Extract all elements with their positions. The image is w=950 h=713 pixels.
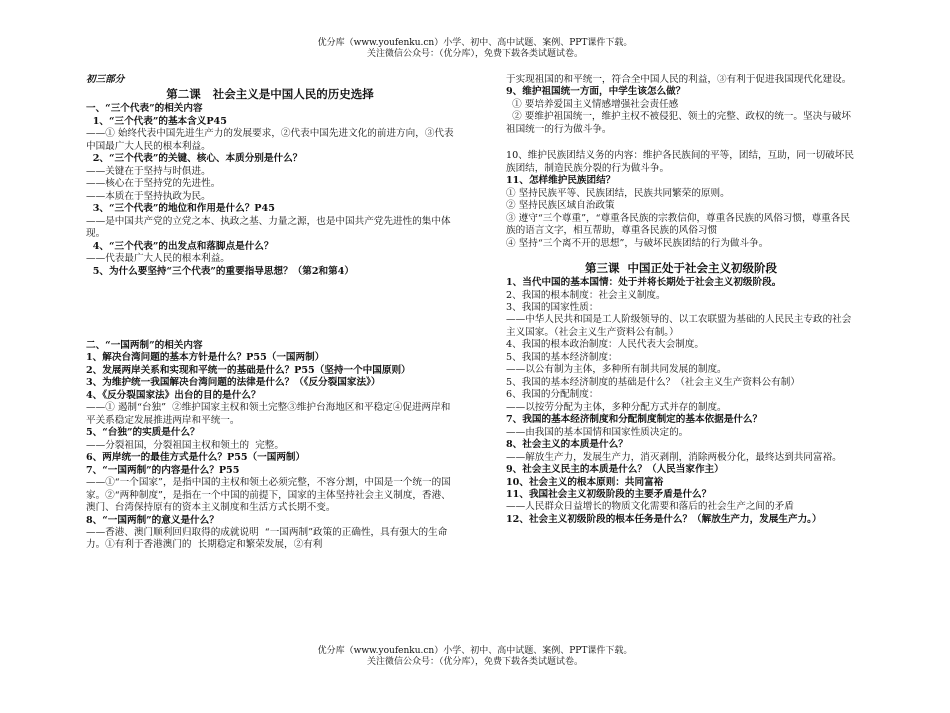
- l3-item-3: 3、我国的国家性质：: [506, 301, 599, 313]
- lesson-3-title: 第三课 中国正处于社会主义初级阶段: [584, 261, 777, 276]
- answer-3: ——是中国共产党的立党之本、执政之基、力量之源，也是中国共产党先进性的集中体现。: [86, 215, 451, 240]
- taiwan-a5: ——分裂祖国，分裂祖国主权和领土的 完整。: [86, 439, 284, 451]
- l3-item-10: 10、社会主义的根本原则：共同富裕: [506, 476, 664, 488]
- taiwan-a4: ——① 遏制“台独” ②维护国家主权和领土完整③维护台海地区和平稳定④促进两岸和平关系稳定发展推进两岸和平统一。: [86, 402, 451, 426]
- taiwan-q1: 1、解决台湾问题的基本方针是什么？P55（一国两制）: [86, 352, 325, 364]
- l3-item-5b: 5、我国的基本经济制度的基础是什么？（社会主义生产资料公有制）: [506, 376, 800, 388]
- question-10: 10、维护民族团结义务的内容：维护各民族间的平等，团结，互助，同一切破坏民族团结，制造民族分裂的行为做斗争。: [506, 150, 854, 174]
- l3-item-7: 7、我国的基本经济制度和分配制度制定的基本依据是什么？: [506, 414, 763, 426]
- lesson-2-title: 第二课 社会主义是中国人民的历史选择: [166, 87, 374, 102]
- l3-item-9: 9、社会主义民主的本质是什么？（人民当家作主）: [506, 464, 724, 476]
- l3-item-4: 4、我国的根本政治制度：人民代表大会制度。: [506, 339, 704, 351]
- question-9: 9、维护祖国统一方面，中学生该怎么做？: [506, 86, 686, 98]
- page-footer: [0, 646, 950, 669]
- question-5: 5、为什么要坚持“三个代表”的重要指导思想？（第2和第4）: [86, 265, 354, 277]
- l3-item-12: 12、社会主义初级阶段的根本任务是什么？（解放生产力，发展生产力。）: [506, 513, 822, 525]
- blank-space: [506, 250, 856, 260]
- taiwan-a8: ——香港、澳门顺利回归取得的成就说明 “一国两制”政策的正确性，具有强大的生命力。①有利于香港澳门的 长期稳定和繁荣发展，②有利: [86, 527, 448, 551]
- l3-item-8-answer: ——解放生产力，发展生产力，消灭剥削，消除两极分化，最终达到共同富裕。: [506, 451, 842, 463]
- answer-11-4: ④ 坚持“三个离不开的思想”，与破坏民族团结的行为做斗争。: [506, 237, 769, 249]
- l3-item-8: 8、社会主义的本质是什么？: [506, 439, 628, 451]
- question-3: 3、“三个代表”的地位和作用是什么？P45: [86, 203, 275, 215]
- taiwan-q2: 2、发展两岸关系和实现和平统一的基础是什么？P55（坚持一个中国原则）: [86, 364, 411, 376]
- footer-line-1: 优分库（www.youfenku.cn）小学、初中、高中试题、案例、PPT课件下载。: [317, 646, 633, 656]
- l3-item-2: 2、我国的根本制度：社会主义制度。: [506, 289, 666, 301]
- question-1: 1、“三个代表”的基本含义P45: [86, 115, 227, 127]
- taiwan-q7: 7、“一国两制”的内容是什么？P55: [86, 464, 240, 476]
- blank-space: [86, 278, 454, 340]
- l3-item-11: 11、我国社会主义初级阶段的主要矛盾是什么？: [506, 489, 712, 500]
- taiwan-a7: ——①“一个国家”，是指中国的主权和领土必须完整，不容分割，中国是一个统一的国家。②“两种制度”，是指在一个中国的前提下，国家的主体坚持社会主义制度，香港、澳门、台湾保持原有的资本主义制度和生活方式长期不变。: [86, 477, 451, 514]
- l3-item-6-answer: ——以按劳分配为主体，多种分配方式并存的制度。: [506, 401, 727, 413]
- l3-item-1: 1、当代中国的基本国情：处于并将长期处于社会主义初级阶段。: [506, 277, 782, 289]
- question-11: 11、怎样维护民族团结？: [506, 175, 616, 187]
- answer-11-2: ② 坚持民族区域自治政策: [506, 200, 615, 212]
- blank-space: [506, 136, 856, 150]
- answer-2-essence: ——本质在于坚持执政为民。: [86, 190, 211, 202]
- l3-item-11-answer: ——人民群众日益增长的物质文化需要和落后的社会生产之间的矛盾: [506, 501, 794, 513]
- section-1-heading: 一、“三个代表”的相关内容: [86, 103, 203, 115]
- answer-1: ——① 始终代表中国先进生产力的发展要求，②代表中国先进文化的前进方向，③代表中国最广大人民的根本利益。: [86, 128, 454, 152]
- l3-item-6: 6、我国的分配制度：: [506, 389, 599, 401]
- page-header: [0, 38, 950, 61]
- answer-9-2: ② 要维护祖国统一，维护主权不被侵犯、领土的完整、政权的统一。坚决与破坏祖国统一的行为做斗争。: [506, 111, 851, 135]
- l3-item-5: 5、我国的基本经济制度：: [506, 351, 618, 363]
- answer-2-key: ——关键在于坚持与时俱进。: [86, 165, 211, 177]
- answer-11-3: ③ 遵守“三个尊重”，“尊重各民族的宗教信仰，尊重各民族的风俗习惯，尊重各民族的语言文字，相互帮助，尊重各民族的风俗习惯: [506, 212, 850, 237]
- taiwan-q4: 4、《反分裂国家法》出台的目的是什么？: [86, 389, 261, 401]
- l3-item-7-answer: ——由我国的基本国情和国家性质决定的。: [506, 426, 689, 438]
- answer-9-1: ① 要培养爱国主义情感增强社会责任感: [506, 98, 679, 110]
- left-column: [86, 74, 454, 644]
- footer-line-2: 关注微信公众号：（优分库），免费下载各类试题试卷。: [366, 657, 583, 668]
- taiwan-q8: 8、“一国两制”的意义是什么？: [86, 514, 219, 526]
- taiwan-q6: 6、两岸统一的最佳方式是什么？P55（一国两制）: [86, 452, 306, 464]
- answer-4: ——代表最广大人民的根本利益。: [86, 253, 230, 265]
- answer-11-1: ① 坚持民族平等、民族团结，民族共同繁荣的原则。: [506, 187, 730, 199]
- section-2-heading: 二、“一国两制”的相关内容: [86, 339, 203, 351]
- question-4: 4、“三个代表”的出发点和落脚点是什么？: [86, 240, 274, 252]
- header-line-2: 关注微信公众号：（优分库），免费下载各类试题试卷。: [366, 49, 583, 60]
- right-column: [506, 74, 856, 644]
- question-2: 2、“三个代表”的关键、核心、本质分别是什么？: [86, 153, 303, 165]
- l3-item-5-answer: ——以公有制为主体，多种所有制共同发展的制度。: [506, 364, 727, 376]
- l3-item-3-answer: ——中华人民共和国是工人阶级领导的、以工农联盟为基础的人民民主专政的社会主义国家。（社会主义生产资料公有制。）: [506, 314, 852, 338]
- taiwan-q5: 5、“台独”的实质是什么？: [86, 427, 200, 439]
- continued-text: 于实现祖国的和平统一，符合全中国人民的利益，③有利于促进我国现代化建设。: [506, 74, 852, 85]
- answer-2-core: ——核心在于坚持党的先进性。: [86, 178, 221, 190]
- part-label: 初三部分: [86, 74, 125, 85]
- taiwan-q3: 3、为维护统一我国解决台湾问题的法律是什么？（《反分裂国家法》）: [86, 377, 381, 389]
- header-line-1: 优分库（www.youfenku.cn）小学、初中、高中试题、案例、PPT课件下载。: [317, 38, 633, 48]
